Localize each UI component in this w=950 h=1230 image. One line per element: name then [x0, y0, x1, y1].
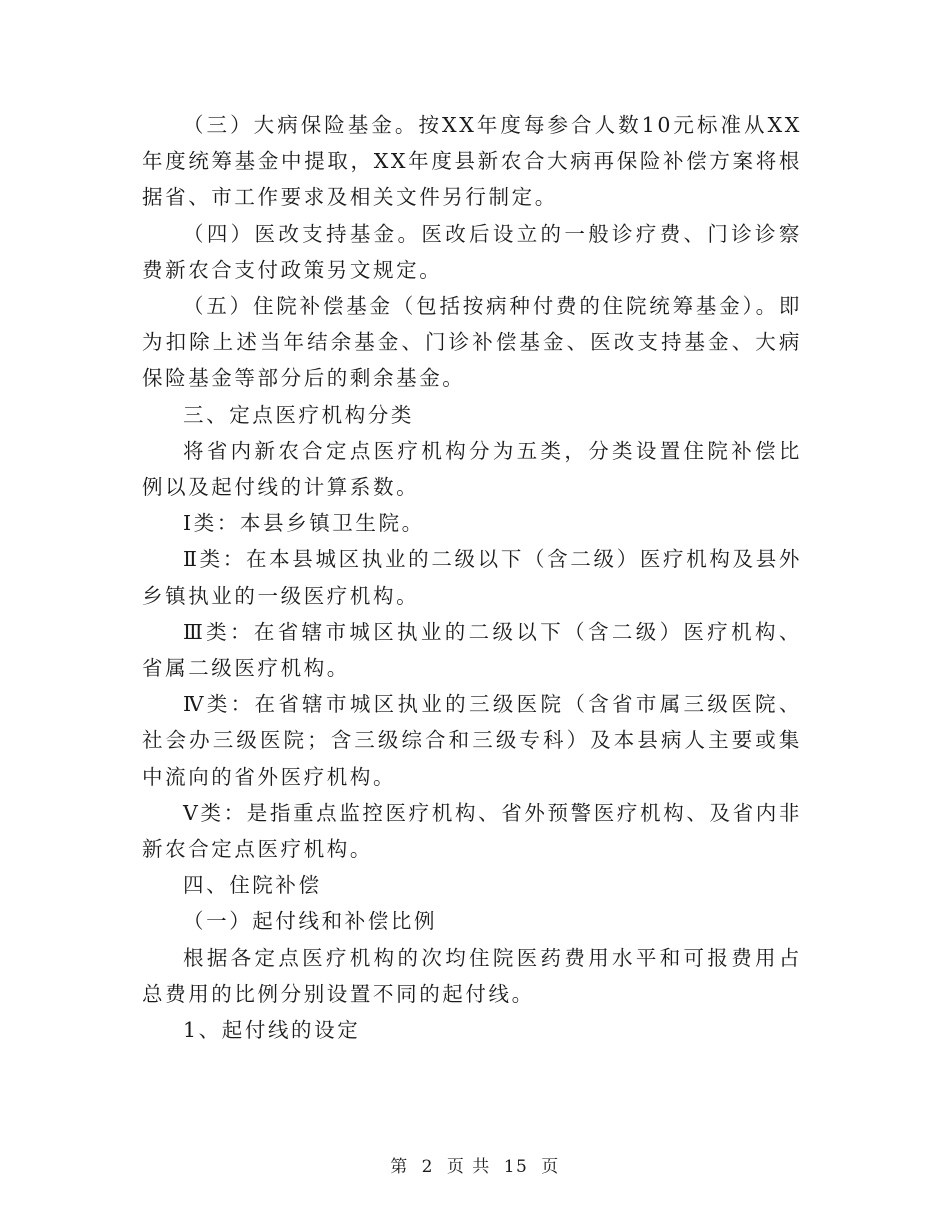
paragraph-class-4: Ⅳ类：在省辖市城区执业的三级医院（含省市属三级医院、社会办三级医院；含三级综合和三级专科）及本县病人主要或集中流向的省外医疗机构。 [142, 692, 802, 789]
paragraph-deductible-basis: 根据各定点医疗机构的次均住院医药费用水平和可报费用占总费用的比例分别设置不同的起付线。 [142, 945, 802, 1006]
subheading-deductible-setting: 1、起付线的设定 [183, 1018, 361, 1043]
paragraph-reform-support-fund: （四）医改支持基金。医改后设立的一般诊疗费、门诊诊察费新农合支付政策另文规定。 [142, 221, 802, 282]
paragraph-inpatient-fund: （五）住院补偿基金（包括按病种付费的住院统筹基金）。即为扣除上述当年结余基金、门诊补偿基金、医改支持基金、大病保险基金等部分后的剩余基金。 [142, 294, 802, 391]
paragraph-class-3: Ⅲ类：在省辖市城区执业的二级以下（含二级）医疗机构、省属二级医疗机构。 [142, 619, 802, 681]
paragraph-class-5: Ⅴ类：是指重点监控医疗机构、省外预警医疗机构、及省内非新农合定点医疗机构。 [142, 800, 802, 862]
footer-current-page: 2 [421, 1157, 434, 1177]
document-body [142, 107, 802, 1048]
section-heading-institution-classes: 三、定点医疗机构分类 [183, 402, 414, 427]
paragraph-critical-illness-fund: （三）大病保险基金。按XX年度每参合人数10元标准从XX年度统筹基金中提取，XX年度县新农合大病再保险补偿方案将根据省、市工作要求及相关文件另行制定。 [142, 113, 802, 210]
footer-suffix: 页 [541, 1157, 560, 1177]
footer-total-pages: 15 [503, 1157, 529, 1177]
paragraph-class-2: Ⅱ类：在本县城区执业的二级以下（含二级）医疗机构及县外乡镇执业的一级医疗机构。 [142, 547, 802, 608]
paragraph-five-classes: 将省内新农合定点医疗机构分为五类，分类设置住院补偿比例以及起付线的计算系数。 [142, 438, 802, 500]
paragraph-class-1: Ⅰ类：本县乡镇卫生院。 [183, 511, 425, 536]
footer-prefix: 第 [390, 1157, 409, 1177]
subheading-deductible-and-ratio: （一）起付线和补偿比例 [183, 909, 438, 934]
page-footer [0, 1152, 950, 1177]
section-heading-inpatient-compensation: 四、住院补偿 [183, 873, 322, 898]
footer-middle: 页 共 [446, 1157, 491, 1177]
